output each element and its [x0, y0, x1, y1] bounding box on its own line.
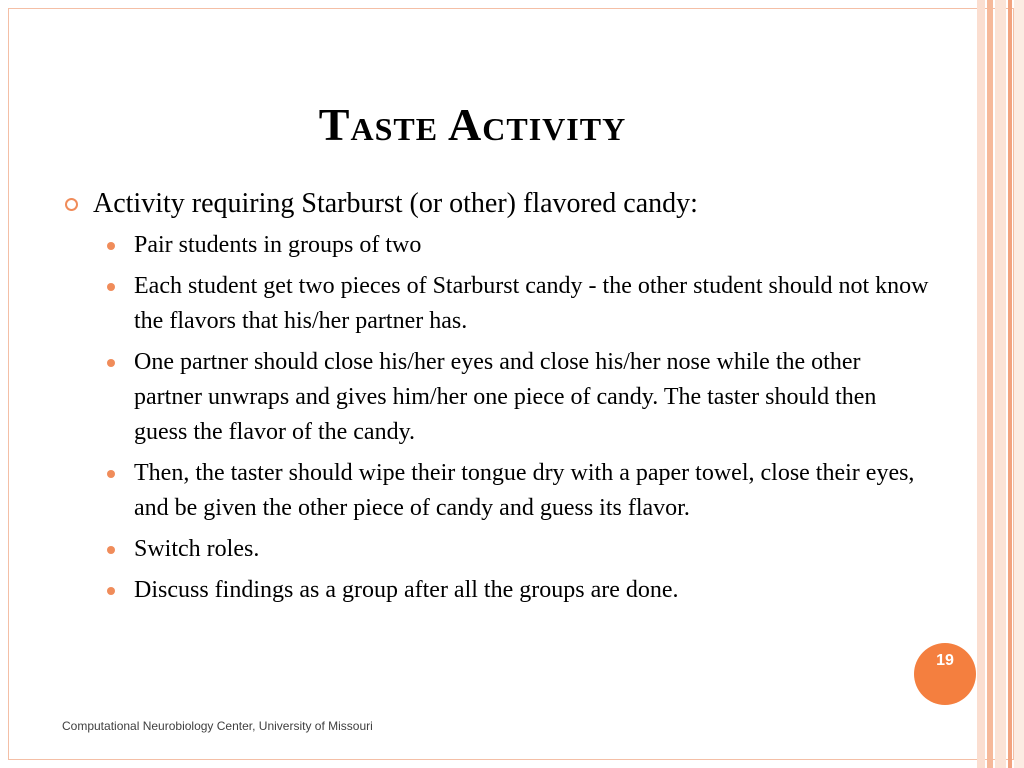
dot-bullet-icon: [107, 470, 115, 478]
sub-bullet-text: Pair students in groups of two: [134, 232, 422, 258]
decorative-stripe: [977, 0, 985, 768]
sub-bullet-list: [62, 228, 932, 608]
sub-bullet-text: Switch roles.: [134, 536, 260, 562]
sub-bullet: [62, 456, 932, 526]
main-bullet-text: Activity requiring Starburst (or other) flavored candy:: [93, 188, 698, 219]
slide-title: Taste Activity: [318, 99, 627, 150]
sub-bullet-text: One partner should close his/her eyes and close his/her nose while the other partner unwraps and gives him/her one piece of candy. The taster should then guess the flavor of the candy.: [134, 349, 877, 445]
sub-bullet: [62, 573, 932, 608]
decorative-stripe: [1008, 0, 1012, 768]
decorative-stripe: [1014, 0, 1024, 768]
sub-bullet-text: Then, the taster should wipe their tongue dry with a paper towel, close their eyes, and be given the other piece of candy and guess its flavor.: [134, 460, 915, 521]
sub-bullet: [62, 228, 932, 263]
sub-bullet-text: Discuss findings as a group after all the groups are done.: [134, 577, 679, 603]
dot-bullet-icon: [107, 242, 115, 250]
decorative-stripe: [995, 0, 1006, 768]
ring-bullet-icon: [65, 198, 78, 211]
sub-bullet-text: Each student get two pieces of Starburst candy - the other student should not know the flavors that his/her partner has.: [134, 273, 929, 334]
slide-footer: Computational Neurobiology Center, University of Missouri: [62, 719, 373, 733]
slide-body: [62, 186, 932, 614]
sub-bullet: [62, 532, 932, 567]
dot-bullet-icon: [107, 359, 115, 367]
page-number-badge: 19: [914, 643, 976, 705]
sub-bullet: [62, 269, 932, 339]
dot-bullet-icon: [107, 283, 115, 291]
main-bullet: [62, 186, 932, 222]
sub-bullet: [62, 345, 932, 450]
dot-bullet-icon: [107, 546, 115, 554]
dot-bullet-icon: [107, 587, 115, 595]
decorative-stripe: [987, 0, 993, 768]
